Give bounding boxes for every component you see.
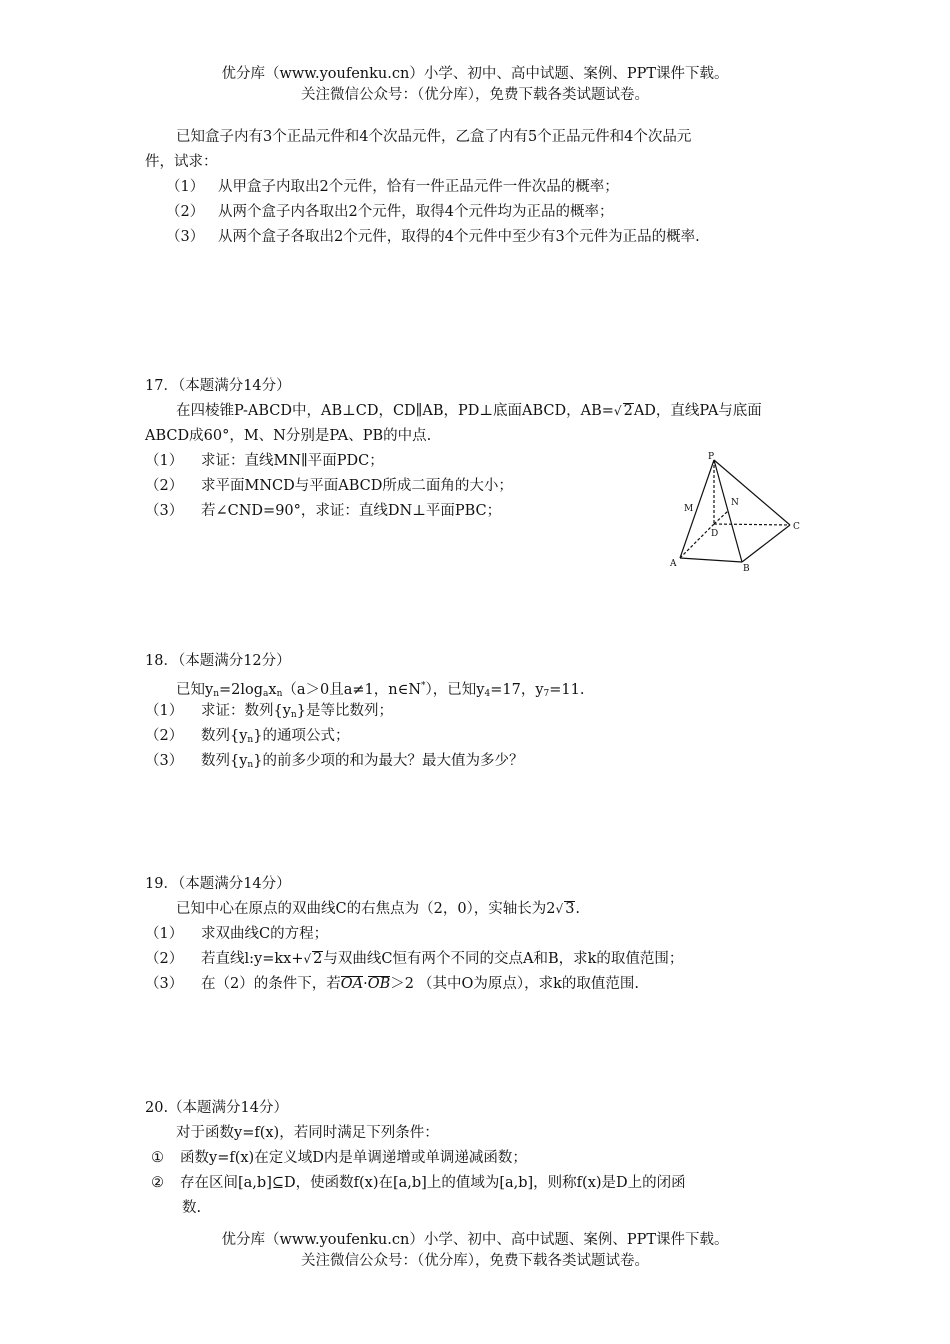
q17-item-1-num: （1） <box>145 453 184 469</box>
q19-item-3-num: （3） <box>145 976 184 992</box>
q18-sub-a: a <box>263 688 269 699</box>
q18-stem-b: =2log <box>219 681 264 698</box>
q18-stem-g: =11. <box>549 681 585 698</box>
q16-intro-1: 已知盒子内有3个正品元件和4个次品元件，乙盒了内有5个正品元件和4个次品元 <box>176 129 692 145</box>
q18-item-1-num: （1） <box>145 703 184 719</box>
q19-relation: ＞2 <box>390 976 414 992</box>
q19-vector-ob: OB <box>367 976 391 992</box>
q19-item-2-post: 与双曲线C恒有两个不同的交点A和B，求k的取值范围； <box>323 951 684 967</box>
q20-item-1-text: 函数y=f(x)在定义域D内是单调递增或单调递减函数； <box>180 1150 527 1166</box>
q17-item-2-text: 求平面MNCD与平面ABCD所成二面角的大小； <box>201 478 513 494</box>
q18-sub-4: 4 <box>484 688 491 699</box>
q17-sqrt2: 2 <box>623 403 633 419</box>
footer-line-2: 关注微信公众号：（优分库），免费下载各类试题试卷。 <box>301 1253 649 1269</box>
q17-stem-1a: 在四棱锥P-ABCD中，AB⊥CD，CD∥AB，PD⊥底面ABCD，AB= <box>176 403 614 419</box>
q18-item-1-post: }是等比数列； <box>296 703 393 719</box>
q19-item-1 <box>145 923 328 945</box>
label-d: D <box>711 529 719 539</box>
q17-item-3 <box>145 500 501 522</box>
header-line-2: 关注微信公众号：（优分库），免费下载各类试题试卷。 <box>301 87 649 103</box>
edge-dc <box>714 524 790 525</box>
q19-dot: · <box>363 976 368 992</box>
q16-item-2-text: 从两个盒子内各取出2个元件，取得4个元件均为正品的概率； <box>218 204 614 220</box>
q18-item-2-pre: 数列{y <box>201 728 248 744</box>
q18-sub-n: n <box>213 688 219 699</box>
header-line-1: 优分库（www.youfenku.cn）小学、初中、高中试题、案例、PPT课件下载。 <box>221 66 729 82</box>
q20-stem: 对于函数y=f(x)，若同时满足下列条件： <box>176 1125 439 1141</box>
q16-item-1 <box>166 176 619 198</box>
q20-item-1-num: ① <box>151 1150 164 1166</box>
q20-item-2-num: ② <box>151 1175 164 1191</box>
q18-item-1-sub: n <box>290 710 297 720</box>
q18-item-3-sub: n <box>247 760 254 770</box>
q17-item-2-num: （2） <box>145 478 184 494</box>
edge-ab <box>680 558 742 562</box>
q20-title: 20.（本题满分14分） <box>145 1100 289 1116</box>
q17-item-3-text: 若∠CND=90°，求证：直线DN⊥平面PBC； <box>201 503 502 519</box>
q18-item-1 <box>145 700 393 726</box>
q19-stem-a: 已知中心在原点的双曲线C的右焦点为（2，0），实轴长为2 <box>176 901 556 917</box>
q20-item-2 <box>151 1172 686 1194</box>
q17-stem-1: 在四棱锥P-ABCD中，AB⊥CD，CD∥AB，PD⊥底面ABCD，AB=√ 2AD，直线PA与底面 <box>176 403 762 419</box>
q18-stem-d: （a＞0且a≠1，n∈N <box>282 681 422 698</box>
label-m: M <box>684 504 694 514</box>
q18-sup: * <box>421 681 426 691</box>
edge-pb <box>714 460 742 562</box>
q16-item-3 <box>166 226 700 248</box>
q18-item-2-num: （2） <box>145 728 184 744</box>
q19-item-3-pre: 在（2）的条件下，若 <box>201 976 341 992</box>
q19-item-1-text: 求双曲线C的方程； <box>201 926 329 942</box>
label-p: P <box>708 452 715 462</box>
q19-item-2-num: （2） <box>145 951 184 967</box>
q17-stem-1b: AD，直线PA与底面 <box>633 403 762 419</box>
q18-item-1-pre: 求证：数列{y <box>201 703 291 719</box>
q18-item-3-post: }的前多少项的和为最大？最大值为多少？ <box>253 753 524 769</box>
q16-item-1-text: 从甲盒子内取出2个元件，恰有一件正品元件一件次品的概率； <box>218 179 619 195</box>
q18-sub-n-2: n <box>276 688 283 699</box>
q20-item-2-text: 存在区间[a,b]⊆D，使函数f(x)在[a,b]上的值域为[a,b]，则称f(x)是D上的闭函 <box>180 1175 686 1191</box>
q16-item-3-num: （3） <box>166 229 205 245</box>
q16-item-2-num: （2） <box>166 204 205 220</box>
q16-item-1-num: （1） <box>166 179 205 195</box>
q19-item-2-sqrt: 2 <box>313 951 323 967</box>
q18-title: 18．（本题满分12分） <box>145 653 291 669</box>
label-c: C <box>793 522 800 532</box>
footer-line-1: 优分库（www.youfenku.cn）小学、初中、高中试题、案例、PPT课件下载。 <box>221 1232 729 1248</box>
q18-item-2-sub: n <box>247 735 254 745</box>
q17-stem-2: ABCD成60°，M、N分别是PA、PB的中点. <box>145 428 432 444</box>
q18-sub-7: 7 <box>543 688 550 699</box>
q16-item-3-text: 从两个盒子各取出2个元件，取得的4个元件中至少有3个元件为正品的概率. <box>218 229 700 245</box>
q18-item-3 <box>145 750 523 776</box>
q19-item-3-post: （其中O为原点），求k的取值范围. <box>417 976 640 992</box>
label-n: N <box>731 498 739 508</box>
edge-bc <box>742 525 790 562</box>
pyramid-figure <box>664 448 814 576</box>
q19-item-1-num: （1） <box>145 926 184 942</box>
q18-stem-e: ），已知y <box>425 681 485 698</box>
label-a: A <box>670 559 677 569</box>
q17-item-3-num: （3） <box>145 503 184 519</box>
q18-item-2-post: }的通项公式； <box>253 728 350 744</box>
q17-title: 17．（本题满分14分） <box>145 378 291 394</box>
q19-item-2-pre: 若直线l:y=kx+ <box>201 951 304 967</box>
q19-item-3 <box>145 973 639 995</box>
q19-sqrt3: 3 <box>565 901 575 917</box>
edge-ad <box>680 524 714 558</box>
q17-item-2 <box>145 475 513 497</box>
q18-stem-c: x <box>268 681 277 698</box>
q19-stem: 已知中心在原点的双曲线C的右焦点为（2，0），实轴长为2√ 3. <box>176 901 581 917</box>
q16-item-2 <box>166 201 613 223</box>
q20-item-2-cont: 数. <box>182 1200 202 1216</box>
q18-item-3-pre: 数列{y <box>201 753 248 769</box>
edge-dn <box>714 511 728 524</box>
q19-title: 19．（本题满分14分） <box>145 876 291 892</box>
q18-stem-a: 已知y <box>176 681 214 698</box>
q19-stem-b: . <box>575 901 581 917</box>
q18-stem-f: =17，y <box>490 681 544 698</box>
q17-item-1 <box>145 450 384 472</box>
edge-pc <box>714 460 790 525</box>
q17-item-1-text: 求证：直线MN∥平面PDC； <box>201 453 384 469</box>
q19-vector-oa: OA <box>340 976 364 992</box>
q20-item-1 <box>151 1147 527 1169</box>
q18-item-2 <box>145 725 349 751</box>
label-b: B <box>743 564 750 574</box>
q16-intro-2: 件，试求： <box>145 154 218 170</box>
q19-item-2: （2） 若直线l:y=kx+√ 2与双曲线C恒有两个不同的交点A和B，求k的取值范围； <box>145 948 683 970</box>
q18-item-3-num: （3） <box>145 753 184 769</box>
